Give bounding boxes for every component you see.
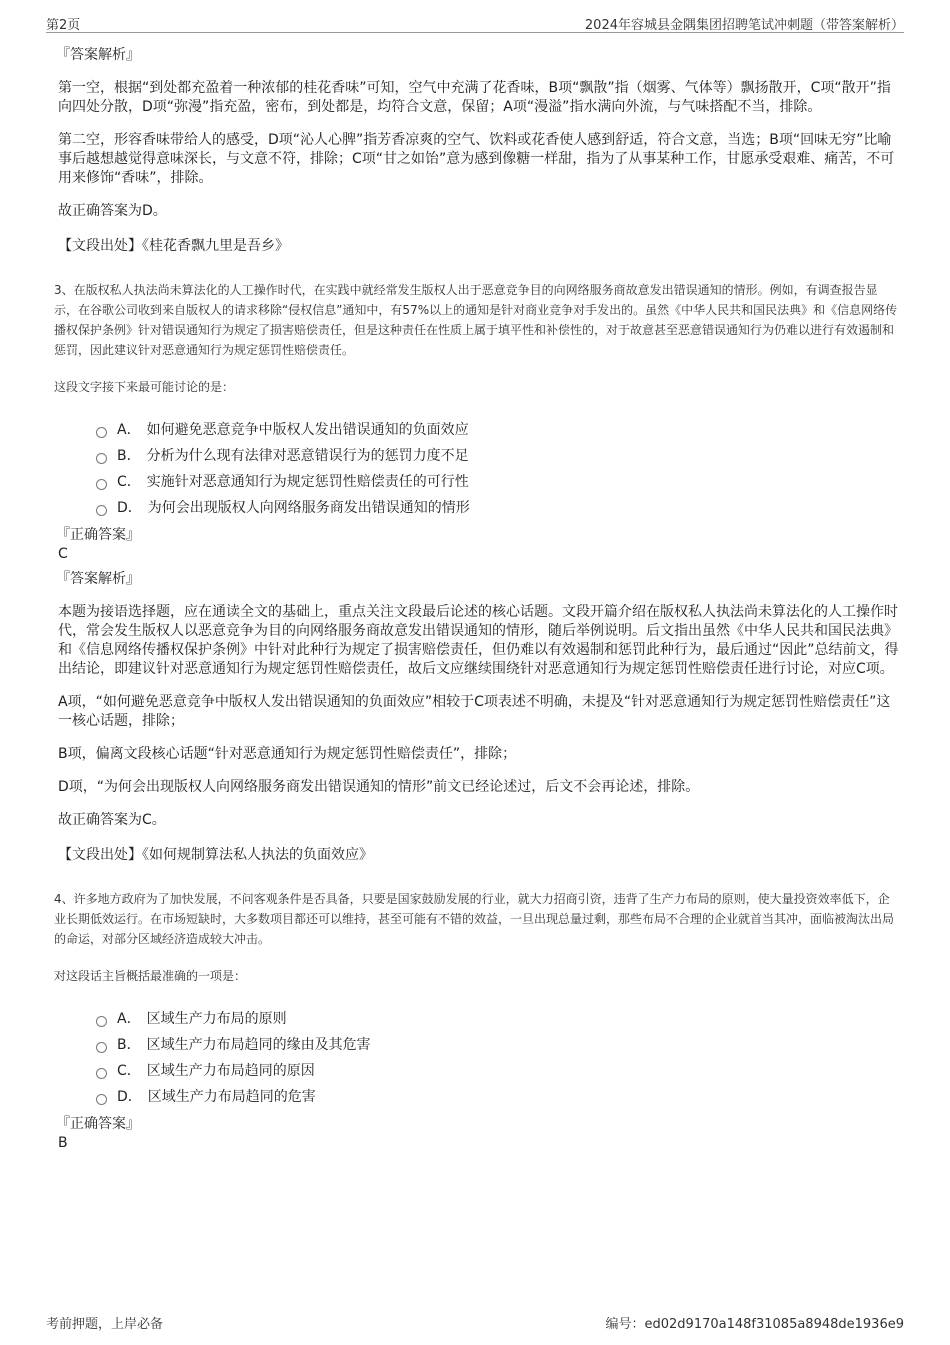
- option-text: 区域生产力布局趋同的缘由及其危害: [146, 1037, 371, 1053]
- radio-icon[interactable]: [96, 1068, 107, 1079]
- document-body: [56, 42, 900, 1153]
- analysis-paragraph: 第一空，根据“到处都充盈着一种浓郁的桂花香味”可知，空气中充满了花香味，B项“飘散”指（烟雾、气体等）飘扬散开，C项“散开”指向四处分散，D项“弥漫”指充盈，密布，到处都是，均符合文意，保留；A项“漫溢”指水满向外流，与气味搭配不当，排除。: [58, 80, 891, 115]
- document-title: 2024年容城县金隅集团招聘笔试冲刺题（带答案解析）: [584, 18, 904, 33]
- question-4-prompt: 对这段话主旨概括最准确的一项是：: [54, 969, 247, 983]
- option-letter: A．: [117, 1011, 141, 1027]
- option-b[interactable]: [96, 1031, 900, 1057]
- question-3-text: 3、在版权私人执法尚未算法化的人工操作时代，在实践中就经常发生版权人出于恶意竞争目的向网络服务商故意发出错误通知的情形。例如，有调查报告显示，在谷歌公司收到来自版权人的请求移除“侵权信息”通知中，有57%以上的通知是针对商业竞争对手发出的。虽然《中华人民共和国民法典》和《信息网络传播权保护条例》针对错误通知行为规定了损害赔偿责任，但是这种责任在性质上属于填平性和补偿性的，对于故意甚至恶意错误通知行为仍难以进行有效遏制和惩罚，因此建议针对恶意通知行为规定惩罚性赔偿责任。: [54, 283, 898, 357]
- page-footer: [46, 1309, 904, 1332]
- radio-icon[interactable]: [96, 453, 107, 464]
- question-3-options: [96, 416, 900, 520]
- question-3-prompt: 这段文字接下来最可能讨论的是：: [54, 380, 235, 394]
- option-letter: D．: [117, 500, 142, 516]
- page-header: [46, 12, 904, 33]
- answer-analysis-label: 『答案解析』: [56, 47, 140, 63]
- option-letter: B．: [117, 1037, 141, 1053]
- analysis-conclusion: 故正确答案为D。: [58, 203, 167, 219]
- passage-source: 【文段出处】《桂花香飘九里是吾乡》: [58, 238, 289, 254]
- analysis-conclusion: 故正确答案为C。: [58, 812, 166, 828]
- option-text: 区域生产力布局的原则: [146, 1011, 287, 1027]
- option-text: 为何会出现版权人向网络服务商发出错误通知的情形: [147, 500, 470, 516]
- correct-answer-label: 『正确答案』: [56, 1116, 140, 1132]
- radio-icon[interactable]: [96, 1016, 107, 1027]
- option-d[interactable]: [96, 494, 900, 520]
- question-4-options: [96, 1005, 900, 1109]
- option-letter: D．: [117, 1089, 142, 1105]
- question-4-text: 4、许多地方政府为了加快发展，不问客观条件是否具备，只要是国家鼓励发展的行业，就大力招商引资，违背了生产力布局的原则，使大量投资效率低下，企业长期低效运行。在市场短缺时，大多数项目都还可以维持，甚至可能有不错的效益，一旦出现总量过剩，那些布局不合理的企业就首当其冲，面临被淘汰出局的命运，对部分区域经济造成较大冲击。: [54, 892, 895, 946]
- option-text: 如何避免恶意竞争中版权人发出错误通知的负面效应: [146, 422, 469, 438]
- option-c[interactable]: [96, 1057, 900, 1083]
- answer-analysis-label: 『答案解析』: [56, 571, 140, 587]
- analysis-paragraph: 第二空，形容香味带给人的感受，D项“沁人心脾”指芳香凉爽的空气、饮料或花香使人感到舒适，符合文意，当选；B项“回味无穷”比喻事后越想越觉得意味深长，与文意不符，排除；C项“甘之如饴”意为感到像糖一样甜，指为了从事某种工作，甘愿承受艰难、痛苦，不可用来修饰“香味”，排除。: [58, 132, 895, 186]
- option-text: 区域生产力布局趋同的危害: [147, 1089, 316, 1105]
- option-letter: B．: [117, 448, 141, 464]
- analysis-paragraph: D项，“为何会出现版权人向网络服务商发出错误通知的情形”前文已经论述过，后文不会再论述，排除。: [58, 779, 700, 795]
- page-number: 第2页: [46, 18, 81, 33]
- option-c[interactable]: [96, 468, 900, 494]
- option-letter: C．: [117, 1063, 141, 1079]
- radio-icon[interactable]: [96, 479, 107, 490]
- correct-answer: C: [58, 546, 68, 562]
- analysis-paragraph: B项，偏离文段核心话题“针对恶意通知行为规定惩罚性赔偿责任”，排除；: [58, 746, 517, 762]
- option-letter: A．: [117, 422, 141, 438]
- option-d[interactable]: [96, 1083, 900, 1109]
- option-a[interactable]: [96, 1005, 900, 1031]
- analysis-paragraph: 本题为接语选择题，应在通读全文的基础上，重点关注文段最后论述的核心话题。文段开篇介绍在版权私人执法尚未算法化的人工操作时代，常会发生版权人以恶意竞争为目的向网络服务商故意发出错误通知的情形，随后举例说明。后文指出虽然《中华人民共和国民法典》和《信息网络传播权保护条例》中针对此种行为规定了损害赔偿责任，但仍难以有效遏制和惩罚此种行为，最后通过“因此”总结前文，得出结论，即建议针对恶意通知行为规定惩罚性赔偿责任，故后文应继续围绕针对恶意通知行为规定惩罚性赔偿责任进行讨论，对应C项。: [58, 604, 899, 677]
- correct-answer: B: [58, 1135, 68, 1151]
- option-text: 实施针对恶意通知行为规定惩罚性赔偿责任的可行性: [146, 474, 469, 490]
- radio-icon[interactable]: [96, 427, 107, 438]
- radio-icon[interactable]: [96, 1094, 107, 1105]
- document-id: 编号：ed02d9170a148f31085a8948de1936e9: [605, 1317, 904, 1332]
- option-letter: C．: [117, 474, 141, 490]
- analysis-paragraph: A项，“如何避免恶意竞争中版权人发出错误通知的负面效应”相较于C项表述不明确，未提及“针对恶意通知行为规定惩罚性赔偿责任”这一核心话题，排除；: [58, 694, 891, 729]
- radio-icon[interactable]: [96, 505, 107, 516]
- passage-source: 【文段出处】《如何规制算法私人执法的负面效应》: [58, 847, 373, 863]
- footer-slogan: 考前押题，上岸必备: [46, 1317, 164, 1332]
- option-b[interactable]: [96, 442, 900, 468]
- correct-answer-label: 『正确答案』: [56, 527, 140, 543]
- option-text: 区域生产力布局趋同的原因: [146, 1063, 315, 1079]
- option-text: 分析为什么现有法律对恶意错误行为的惩罚力度不足: [146, 448, 469, 464]
- option-a[interactable]: [96, 416, 900, 442]
- radio-icon[interactable]: [96, 1042, 107, 1053]
